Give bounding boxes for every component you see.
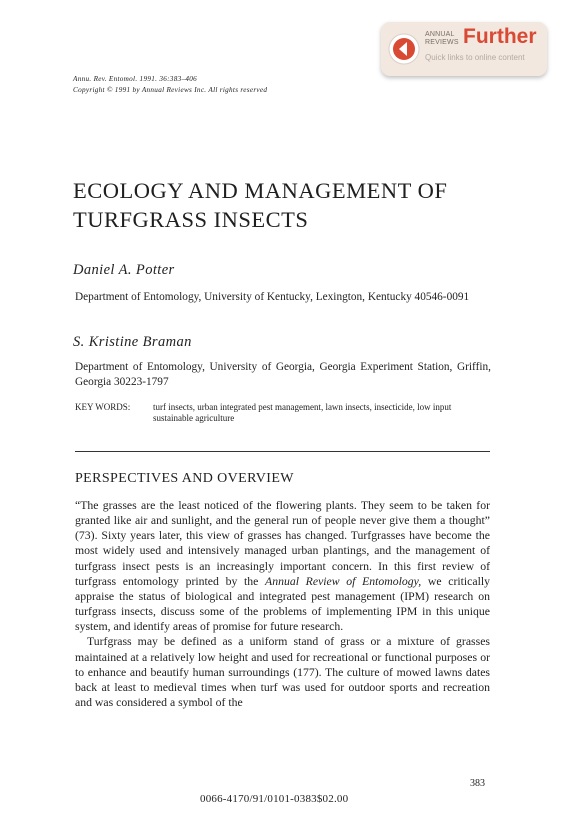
further-badge[interactable] (381, 22, 547, 76)
badge-annual-reviews-label: ANNUAL REVIEWS (425, 31, 459, 46)
journal-name: Annual Review of Entomology, (265, 574, 422, 588)
author-name: S. Kristine Braman (73, 334, 192, 350)
paragraph-2: Turfgrass may be defined as a uniform stand of grass or a mixture of grasses maintained at a relatively low height and used for recreational or functional purposes or to enhance and beautify human surroundings (177). The culture of mowed lawns dates back at least to medieval times when turf was used for outdoor sports and recreation and was considered a symbol of the (75, 635, 490, 710)
badge-tagline: Quick links to online content (425, 53, 525, 62)
badge-further-label: Further (463, 25, 537, 48)
section-divider (75, 451, 490, 452)
page-number: 383 (470, 778, 485, 789)
body-text (75, 498, 490, 710)
citation-line: Annu. Rev. Entomol. 1991. 36:383–406 (73, 75, 198, 83)
section-heading: PERSPECTIVES AND OVERVIEW (75, 471, 294, 486)
author-affiliation: Department of Entomology, University of Georgia, Georgia Experiment Station, Griffin, Georgia 30223-1797 (75, 361, 491, 388)
author-name: Daniel A. Potter (73, 262, 175, 278)
author-affiliation: Department of Entomology, University of Kentucky, Lexington, Kentucky 40546-0091 (75, 291, 470, 303)
article-title: ECOLOGY AND MANAGEMENT OF TURFGRASS INSECTS (73, 178, 448, 232)
copyright-line: Copyright © 1991 by Annual Reviews Inc. All rights reserved (73, 86, 268, 94)
keywords-label: KEY WORDS: (75, 402, 131, 412)
article-code: 0066-4170/91/0101-0383$02.00 (200, 793, 349, 805)
keywords-text: turf insects, urban integrated pest management, lawn insects, insecticide, low input sustainable agriculture (153, 402, 452, 423)
paragraph-1: “The grasses are the least noticed of the flowering plants. They seem to be taken for granted like air and sunlight, and the general run of people never give them a thought” (73). Sixty years later, this view of grasses has changed. Turfgrasses have become the most widely used and intensively managed urban plantings, and the management of turfgrass insect pests is an increasingly important concern. In this first review of turfgrass entomology printed by the Annual Review of Entomology, we critically appraise the status of biological and integrated pest management (IPM) research on turfgrass insects, discuss some of the problems of implementing IPM in this unique system, and identify areas of promise for future research. (75, 499, 490, 634)
back-arrow-circle-icon (388, 33, 420, 65)
